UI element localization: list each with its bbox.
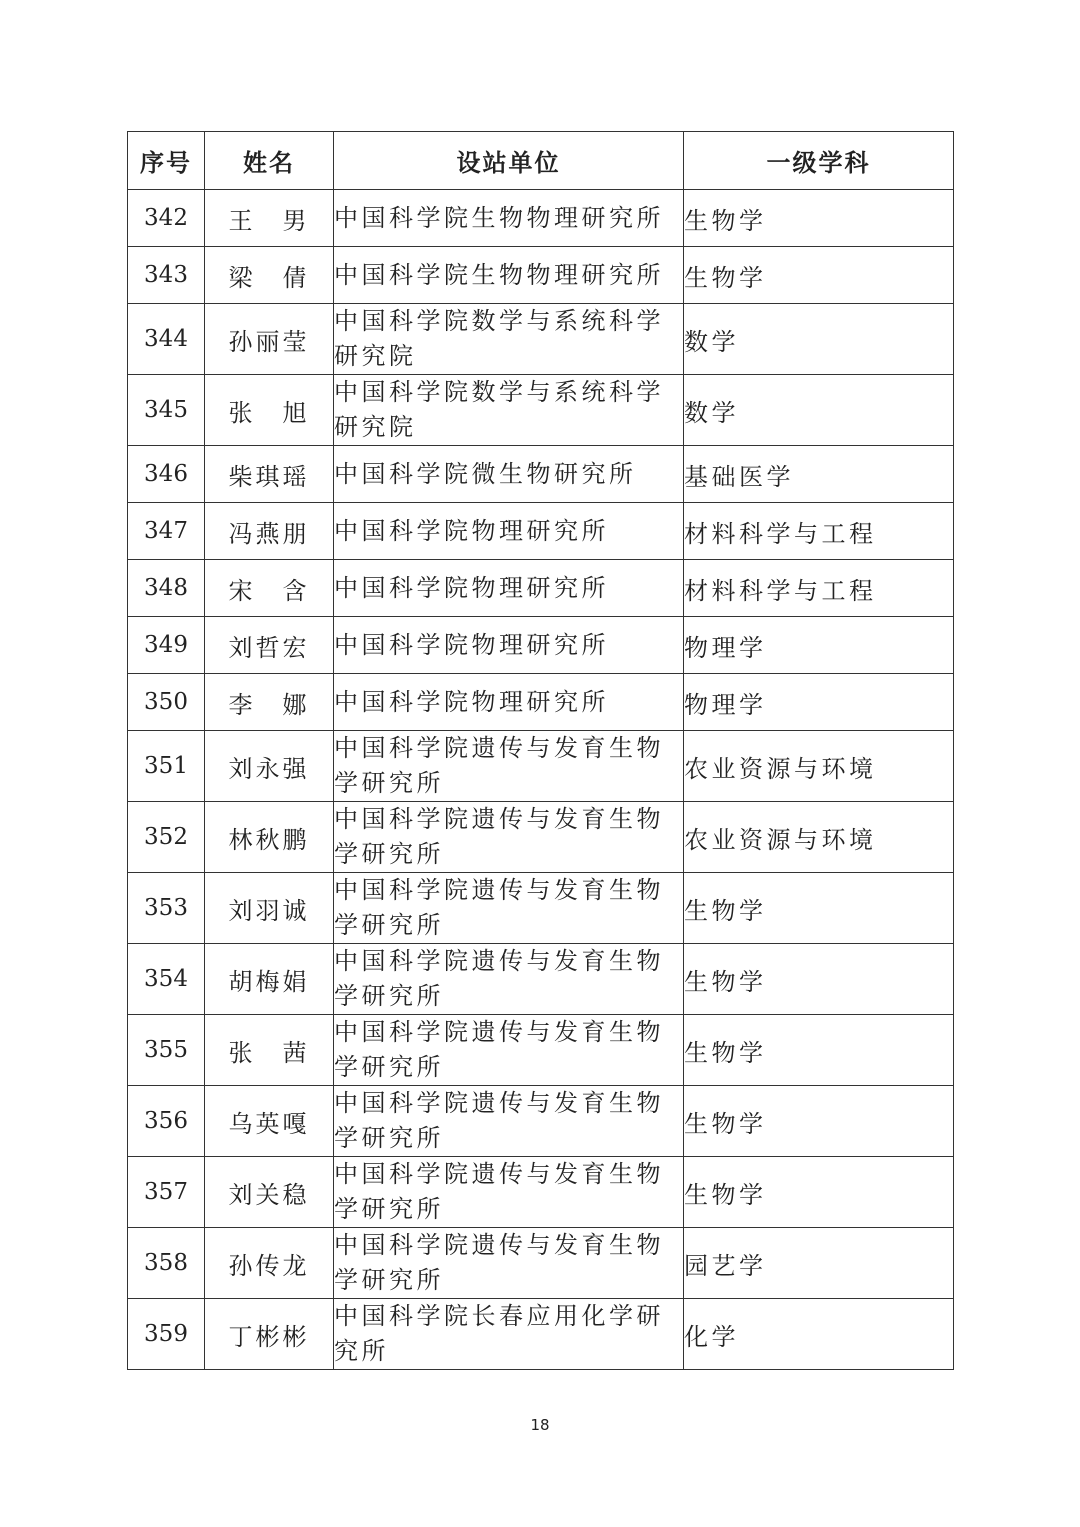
subject-cell: 基础医学 <box>684 446 954 503</box>
row-number-cell: 349 <box>128 617 205 674</box>
name-cell: 张 旭 <box>205 375 334 446</box>
table-row <box>128 1299 954 1370</box>
header-no: 序号 <box>128 132 205 190</box>
row-number-cell: 350 <box>128 674 205 731</box>
row-number-cell: 355 <box>128 1015 205 1086</box>
table-row <box>128 247 954 304</box>
table-row <box>128 304 954 375</box>
row-number-cell: 348 <box>128 560 205 617</box>
table-row <box>128 1157 954 1228</box>
subject-cell: 生物学 <box>684 1157 954 1228</box>
name-cell: 丁彬彬 <box>205 1299 334 1370</box>
row-number-cell: 354 <box>128 944 205 1015</box>
row-number-cell: 347 <box>128 503 205 560</box>
table-row <box>128 617 954 674</box>
table-row <box>128 503 954 560</box>
subject-cell: 农业资源与环境 <box>684 802 954 873</box>
name-cell: 柴琪瑶 <box>205 446 334 503</box>
name-cell: 刘永强 <box>205 731 334 802</box>
row-number-cell: 357 <box>128 1157 205 1228</box>
unit-cell: 中国科学院遗传与发育生物学研究所 <box>334 731 684 802</box>
subject-cell: 材料科学与工程 <box>684 503 954 560</box>
unit-cell: 中国科学院生物物理研究所 <box>334 190 684 247</box>
table-row <box>128 731 954 802</box>
name-cell: 孙传龙 <box>205 1228 334 1299</box>
subject-cell: 生物学 <box>684 1086 954 1157</box>
name-cell: 王 男 <box>205 190 334 247</box>
unit-cell: 中国科学院物理研究所 <box>334 617 684 674</box>
name-cell: 林秋鹏 <box>205 802 334 873</box>
name-cell: 张 茜 <box>205 1015 334 1086</box>
unit-cell: 中国科学院遗传与发育生物学研究所 <box>334 1015 684 1086</box>
table-row <box>128 375 954 446</box>
unit-cell: 中国科学院遗传与发育生物学研究所 <box>334 1228 684 1299</box>
unit-cell: 中国科学院遗传与发育生物学研究所 <box>334 802 684 873</box>
roster-table <box>127 131 954 1370</box>
subject-cell: 农业资源与环境 <box>684 731 954 802</box>
name-cell: 乌英嘎 <box>205 1086 334 1157</box>
unit-cell: 中国科学院物理研究所 <box>334 503 684 560</box>
unit-cell: 中国科学院长春应用化学研究所 <box>334 1299 684 1370</box>
row-number-cell: 352 <box>128 802 205 873</box>
row-number-cell: 358 <box>128 1228 205 1299</box>
subject-cell: 数学 <box>684 375 954 446</box>
row-number-cell: 353 <box>128 873 205 944</box>
row-number-cell: 359 <box>128 1299 205 1370</box>
table-row <box>128 1086 954 1157</box>
name-cell: 冯燕朋 <box>205 503 334 560</box>
header-unit: 设站单位 <box>334 132 684 190</box>
table-row <box>128 560 954 617</box>
name-cell: 刘羽诚 <box>205 873 334 944</box>
subject-cell: 生物学 <box>684 247 954 304</box>
unit-cell: 中国科学院物理研究所 <box>334 674 684 731</box>
unit-cell: 中国科学院遗传与发育生物学研究所 <box>334 873 684 944</box>
row-number-cell: 342 <box>128 190 205 247</box>
name-cell: 宋 含 <box>205 560 334 617</box>
table-body <box>128 190 954 1370</box>
subject-cell: 园艺学 <box>684 1228 954 1299</box>
unit-cell: 中国科学院生物物理研究所 <box>334 247 684 304</box>
unit-cell: 中国科学院微生物研究所 <box>334 446 684 503</box>
header-subject: 一级学科 <box>684 132 954 190</box>
unit-cell: 中国科学院遗传与发育生物学研究所 <box>334 1157 684 1228</box>
name-cell: 胡梅娟 <box>205 944 334 1015</box>
unit-cell: 中国科学院遗传与发育生物学研究所 <box>334 1086 684 1157</box>
table-row <box>128 674 954 731</box>
table-row <box>128 1015 954 1086</box>
table-row <box>128 944 954 1015</box>
row-number-cell: 344 <box>128 304 205 375</box>
row-number-cell: 345 <box>128 375 205 446</box>
row-number-cell: 346 <box>128 446 205 503</box>
page-number: 18 <box>530 1416 550 1434</box>
table-row <box>128 190 954 247</box>
subject-cell: 物理学 <box>684 617 954 674</box>
row-number-cell: 343 <box>128 247 205 304</box>
unit-cell: 中国科学院数学与系统科学研究院 <box>334 304 684 375</box>
subject-cell: 物理学 <box>684 674 954 731</box>
subject-cell: 数学 <box>684 304 954 375</box>
subject-cell: 化学 <box>684 1299 954 1370</box>
subject-cell: 生物学 <box>684 190 954 247</box>
table-row <box>128 1228 954 1299</box>
subject-cell: 生物学 <box>684 873 954 944</box>
unit-cell: 中国科学院遗传与发育生物学研究所 <box>334 944 684 1015</box>
name-cell: 孙丽莹 <box>205 304 334 375</box>
unit-cell: 中国科学院数学与系统科学研究院 <box>334 375 684 446</box>
table-row <box>128 446 954 503</box>
name-cell: 刘关稳 <box>205 1157 334 1228</box>
row-number-cell: 356 <box>128 1086 205 1157</box>
table-header-row <box>128 132 954 190</box>
name-cell: 李 娜 <box>205 674 334 731</box>
header-name: 姓名 <box>205 132 334 190</box>
name-cell: 刘哲宏 <box>205 617 334 674</box>
table-row <box>128 873 954 944</box>
subject-cell: 生物学 <box>684 1015 954 1086</box>
unit-cell: 中国科学院物理研究所 <box>334 560 684 617</box>
name-cell: 梁 倩 <box>205 247 334 304</box>
subject-cell: 生物学 <box>684 944 954 1015</box>
row-number-cell: 351 <box>128 731 205 802</box>
subject-cell: 材料科学与工程 <box>684 560 954 617</box>
table-row <box>128 802 954 873</box>
